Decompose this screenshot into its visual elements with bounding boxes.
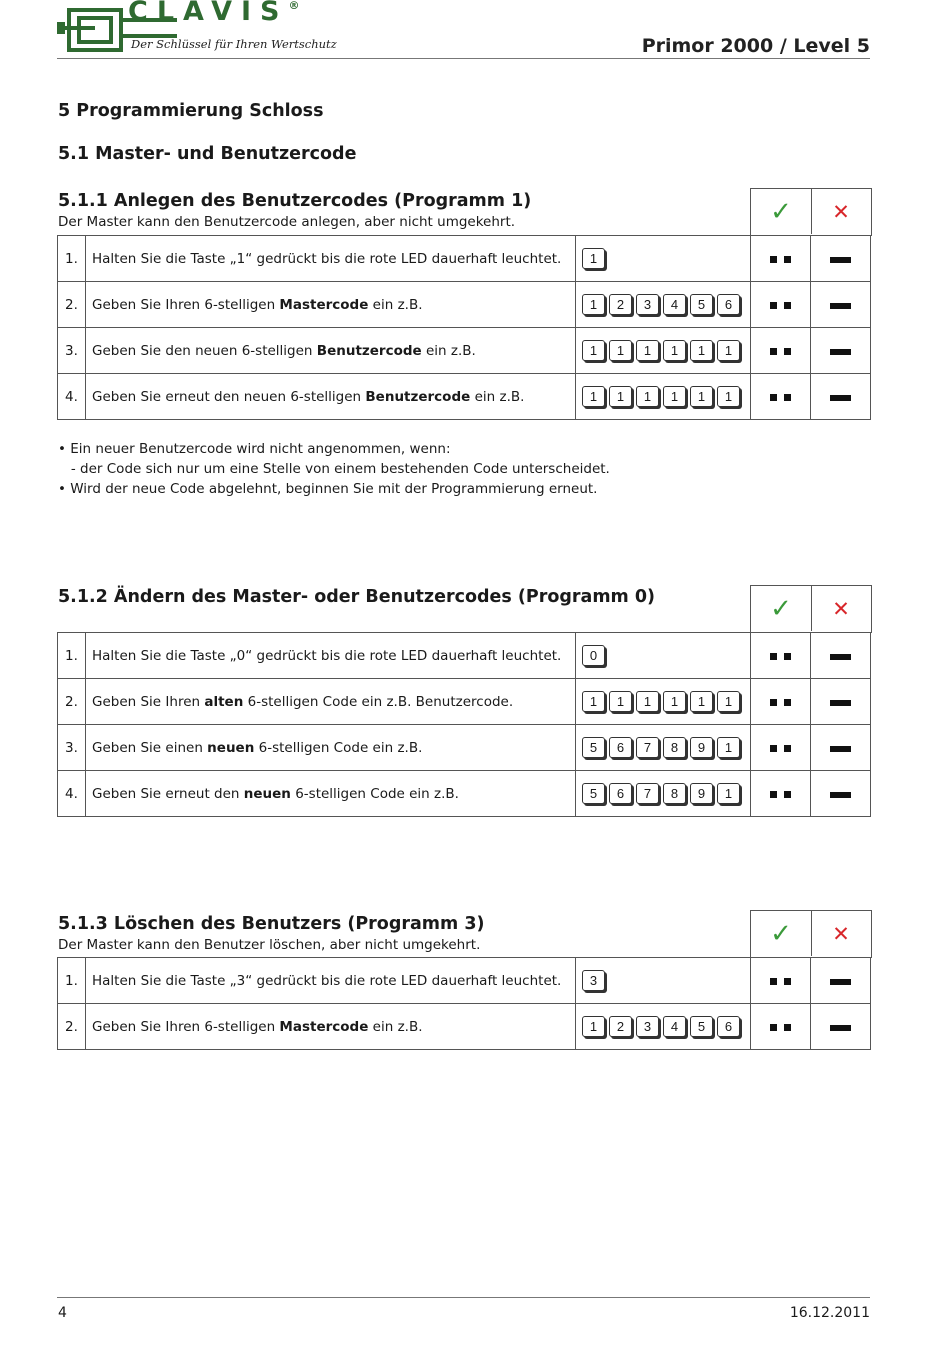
instruction-emphasis: neuen	[207, 739, 255, 756]
program-subtitle: Der Master kann den Benutzercode anlegen, aber nicht umgekehrt.	[58, 214, 516, 230]
led-error-signal	[811, 374, 871, 420]
instruction-text: Geben Sie Ihren 6-stelligen	[92, 1018, 280, 1035]
keypad-key: 1	[582, 340, 605, 361]
step-row	[58, 633, 871, 679]
key-sequence	[576, 725, 751, 771]
status-legend	[750, 585, 872, 633]
step-row	[58, 374, 871, 420]
instruction-text: Geben Sie Ihren	[92, 693, 205, 710]
double-blink-icon	[770, 302, 791, 309]
instruction-text: Geben Sie erneut den neuen 6-stelligen	[92, 388, 366, 405]
led-blink-signal	[751, 282, 811, 328]
keypad-key: 1	[663, 691, 686, 712]
keypad-key: 1	[717, 783, 740, 804]
keypad-key: 0	[582, 645, 605, 666]
step-instruction	[86, 328, 576, 374]
checkmark-icon: ✓	[770, 196, 792, 227]
instruction-text: ein z.B.	[470, 388, 525, 405]
keypad-key: 1	[582, 691, 605, 712]
status-error-column	[811, 189, 871, 234]
keypad-key: 1	[582, 294, 605, 315]
steps-table	[57, 235, 871, 420]
step-number: 3.	[58, 725, 86, 771]
step-number: 1.	[58, 958, 86, 1004]
keypad-key: 1	[636, 340, 659, 361]
led-blink-signal	[751, 725, 811, 771]
instruction-text: 6-stelligen Code ein z.B.	[290, 785, 459, 802]
led-blink-signal	[751, 328, 811, 374]
key-sequence	[576, 282, 751, 328]
instruction-text: ein z.B.	[368, 1018, 423, 1035]
instruction-emphasis: neuen	[243, 785, 291, 802]
key-sequence	[576, 679, 751, 725]
step-instruction	[86, 374, 576, 420]
steps-table	[57, 957, 871, 1050]
section-heading: 5.1 Master- und Benutzercode	[58, 144, 357, 164]
led-blink-signal	[751, 374, 811, 420]
key-sequence	[576, 328, 751, 374]
keypad-key: 1	[582, 386, 605, 407]
keypad-key: 4	[663, 1016, 686, 1037]
status-ok-column	[751, 586, 812, 631]
key-sequence	[576, 374, 751, 420]
chapter-heading: 5 Programmierung Schloss	[58, 101, 324, 121]
led-error-signal	[811, 236, 871, 282]
keypad-key: 5	[690, 1016, 713, 1037]
led-error-signal	[811, 282, 871, 328]
instruction-text: Geben Sie erneut den	[92, 785, 244, 802]
long-signal-icon	[830, 792, 851, 798]
cross-icon: ✕	[832, 596, 850, 621]
keypad-key: 1	[717, 386, 740, 407]
long-signal-icon	[830, 746, 851, 752]
step-number: 2.	[58, 1004, 86, 1050]
keypad-key: 1	[582, 248, 605, 269]
step-row	[58, 771, 871, 817]
keypad-key: 1	[663, 340, 686, 361]
key-sequence	[576, 771, 751, 817]
step-instruction	[86, 282, 576, 328]
keypad-key: 1	[690, 386, 713, 407]
double-blink-icon	[770, 256, 791, 263]
instruction-text: ein z.B.	[421, 342, 476, 359]
long-signal-icon	[830, 979, 851, 985]
instruction-emphasis: Benutzercode	[365, 388, 471, 405]
step-row	[58, 725, 871, 771]
step-row	[58, 236, 871, 282]
led-error-signal	[811, 725, 871, 771]
keypad-key: 1	[636, 386, 659, 407]
long-signal-icon	[830, 303, 851, 309]
program-subtitle: Der Master kann den Benutzer löschen, aber nicht umgekehrt.	[58, 937, 481, 953]
keypad-key: 8	[663, 737, 686, 758]
instruction-emphasis: alten	[204, 693, 244, 710]
keypad-key: 7	[636, 783, 659, 804]
status-ok-column	[751, 189, 812, 234]
step-row	[58, 282, 871, 328]
led-error-signal	[811, 633, 871, 679]
status-legend	[750, 188, 872, 236]
keypad-key: 6	[609, 783, 632, 804]
double-blink-icon	[770, 699, 791, 706]
double-blink-icon	[770, 978, 791, 985]
instruction-text: Halten Sie die Taste „0“ gedrückt bis die rote LED dauerhaft leuchtet.	[92, 647, 562, 664]
instruction-emphasis: Benutzercode	[316, 342, 422, 359]
led-error-signal	[811, 1004, 871, 1050]
keypad-key: 3	[636, 294, 659, 315]
keypad-key: 4	[663, 294, 686, 315]
keypad-key: 3	[636, 1016, 659, 1037]
led-blink-signal	[751, 633, 811, 679]
keypad-key: 1	[690, 340, 713, 361]
step-row	[58, 958, 871, 1004]
status-error-column	[811, 911, 871, 956]
footer-divider	[57, 1297, 870, 1298]
long-signal-icon	[830, 700, 851, 706]
page-number: 4	[58, 1305, 67, 1321]
brand-tagline: Der Schlüssel für Ihren Wertschutz	[131, 37, 337, 51]
instruction-text: ein z.B.	[368, 296, 423, 313]
document-date: 16.12.2011	[789, 1305, 870, 1321]
keypad-key: 1	[717, 340, 740, 361]
step-instruction	[86, 236, 576, 282]
step-instruction	[86, 958, 576, 1004]
key-sequence	[576, 236, 751, 282]
step-row	[58, 679, 871, 725]
instruction-text: Geben Sie Ihren 6-stelligen	[92, 296, 280, 313]
instruction-emphasis: Mastercode	[279, 296, 369, 313]
keypad-key: 1	[717, 691, 740, 712]
led-error-signal	[811, 771, 871, 817]
step-number: 1.	[58, 633, 86, 679]
header-divider	[57, 58, 870, 59]
program-title: 5.1.3 Löschen des Benutzers (Programm 3)	[58, 914, 485, 934]
notes-block	[58, 439, 610, 499]
instruction-text: 6-stelligen Code ein z.B. Benutzercode.	[243, 693, 514, 710]
led-blink-signal	[751, 679, 811, 725]
keypad-key: 3	[582, 970, 605, 991]
keypad-key: 1	[582, 1016, 605, 1037]
program-title: 5.1.1 Anlegen des Benutzercodes (Programm 1)	[58, 191, 532, 211]
keypad-key: 6	[717, 294, 740, 315]
long-signal-icon	[830, 1025, 851, 1031]
step-row	[58, 1004, 871, 1050]
keypad-key: 7	[636, 737, 659, 758]
step-number: 2.	[58, 282, 86, 328]
double-blink-icon	[770, 653, 791, 660]
step-instruction	[86, 1004, 576, 1050]
step-instruction	[86, 679, 576, 725]
steps-table	[57, 632, 871, 817]
key-sequence	[576, 958, 751, 1004]
instruction-text: Halten Sie die Taste „1“ gedrückt bis die rote LED dauerhaft leuchtet.	[92, 250, 562, 267]
long-signal-icon	[830, 349, 851, 355]
checkmark-icon: ✓	[770, 593, 792, 624]
instruction-text: Geben Sie einen	[92, 739, 208, 756]
keypad-key: 8	[663, 783, 686, 804]
step-number: 4.	[58, 771, 86, 817]
keypad-key: 9	[690, 783, 713, 804]
long-signal-icon	[830, 395, 851, 401]
keypad-key: 1	[609, 386, 632, 407]
step-instruction	[86, 633, 576, 679]
keypad-key: 9	[690, 737, 713, 758]
led-blink-signal	[751, 1004, 811, 1050]
keypad-key: 5	[690, 294, 713, 315]
cross-icon: ✕	[832, 199, 850, 224]
keypad-key: 6	[609, 737, 632, 758]
status-error-column	[811, 586, 871, 631]
step-instruction	[86, 771, 576, 817]
step-number: 3.	[58, 328, 86, 374]
led-error-signal	[811, 328, 871, 374]
long-signal-icon	[830, 257, 851, 263]
note-line: • Wird der neue Code abgelehnt, beginnen Sie mit der Programmierung erneut.	[58, 481, 598, 497]
led-blink-signal	[751, 236, 811, 282]
double-blink-icon	[770, 791, 791, 798]
key-sequence	[576, 633, 751, 679]
step-row	[58, 328, 871, 374]
keypad-key: 5	[582, 783, 605, 804]
program-title: 5.1.2 Ändern des Master- oder Benutzercodes (Programm 0)	[58, 587, 656, 607]
step-number: 1.	[58, 236, 86, 282]
double-blink-icon	[770, 745, 791, 752]
double-blink-icon	[770, 394, 791, 401]
step-number: 2.	[58, 679, 86, 725]
note-line: • Ein neuer Benutzercode wird nicht angenommen, wenn:	[58, 441, 451, 457]
step-number: 4.	[58, 374, 86, 420]
instruction-text: Geben Sie den neuen 6-stelligen	[92, 342, 317, 359]
keypad-key: 1	[663, 386, 686, 407]
long-signal-icon	[830, 654, 851, 660]
note-line: - der Code sich nur um eine Stelle von einem bestehenden Code unterscheidet.	[58, 461, 610, 477]
keypad-key: 2	[609, 1016, 632, 1037]
instruction-emphasis: Mastercode	[279, 1018, 369, 1035]
keypad-key: 1	[690, 691, 713, 712]
double-blink-icon	[770, 1024, 791, 1031]
keypad-key: 1	[609, 340, 632, 361]
keypad-key: 1	[609, 691, 632, 712]
document-title: Primor 2000 / Level 5	[641, 35, 870, 57]
keypad-key: 5	[582, 737, 605, 758]
status-ok-column	[751, 911, 812, 956]
led-blink-signal	[751, 771, 811, 817]
led-error-signal	[811, 958, 871, 1004]
led-blink-signal	[751, 958, 811, 1004]
instruction-text: 6-stelligen Code ein z.B.	[254, 739, 423, 756]
instruction-text: Halten Sie die Taste „3“ gedrückt bis die rote LED dauerhaft leuchtet.	[92, 972, 562, 989]
brand-name: CLAVIS®	[128, 0, 300, 27]
keypad-key: 1	[636, 691, 659, 712]
checkmark-icon: ✓	[770, 918, 792, 949]
keypad-key: 6	[717, 1016, 740, 1037]
key-sequence	[576, 1004, 751, 1050]
keypad-key: 1	[717, 737, 740, 758]
keypad-key: 2	[609, 294, 632, 315]
cross-icon: ✕	[832, 921, 850, 946]
step-instruction	[86, 725, 576, 771]
led-error-signal	[811, 679, 871, 725]
double-blink-icon	[770, 348, 791, 355]
status-legend	[750, 910, 872, 958]
